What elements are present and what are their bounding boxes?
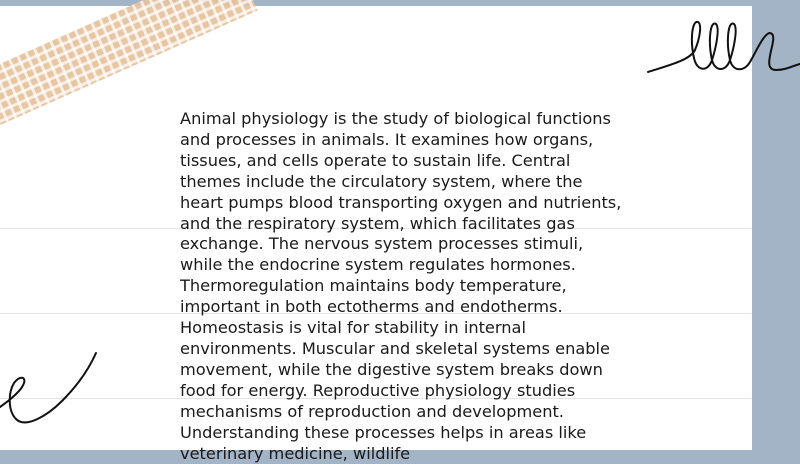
body-paragraph: Animal physiology is the study of biological functions and processes in animals. It examines how organs, tissues, and cells operate to sustain life. Central themes include the circulatory system, where the heart pumps blood transporting oxygen and nutrients, and the respiratory system, which facilitates gas exchange. The nervous system processes stimuli, while the endocrine system regulates hormones. Thermoregulation maintains body temperature, important in both ectotherms and endotherms. Homeostasis is vital for stability in internal environments. Muscular and skeletal systems enable movement, while the digestive system breaks down food for energy. Reproductive physiology studies mechanisms of reproduction and development. Understanding these processes helps in areas like veterinary medicine, wildlife bbox=[180, 109, 622, 463]
swirl-scribble-icon bbox=[0, 345, 110, 435]
loop-scribble-icon bbox=[640, 10, 800, 80]
